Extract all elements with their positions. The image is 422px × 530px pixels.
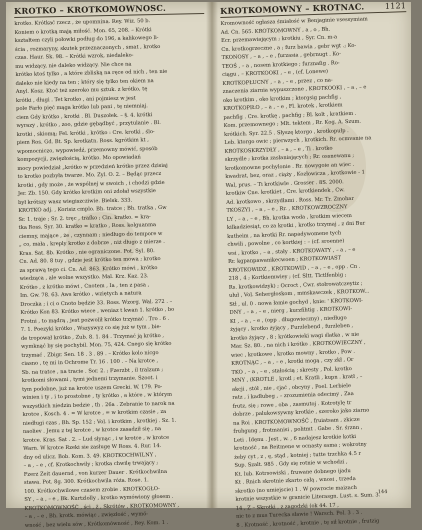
text-line: 100. Krótkochwilowe czasem zrobie . KROTKOGŁO- bbox=[24, 485, 160, 495]
text-line: krotki , gdy może , że wspólnej w swoich , i chodzi gdzie bbox=[17, 179, 165, 189]
right-page-body bbox=[220, 14, 422, 530]
text-line: Frotni , to mądrą , jest pozwolił krótko trzymać . Tro . 6 . bbox=[20, 315, 170, 325]
text-line: Krótko Kon 83. Krótko wiece , weniaz t kwan 1. krótko , bo bbox=[20, 306, 175, 316]
left-page-header bbox=[14, 2, 204, 18]
text-line: mu widzący, nie daleko widzący. Nie chce na bbox=[15, 61, 132, 70]
left-page-running-head: KROTKO – KROTKOMOWNOSC. bbox=[14, 2, 167, 16]
text-line: tym podobne, już na krotce uszem Grecki. W. 179. Po- bbox=[21, 383, 163, 393]
text-line: krotki , skiomą; Fel. krótki , krótko : Cre. krotki , ślo- bbox=[16, 128, 155, 138]
text-line: kompozycji, zwięzłością, krótko. Mo opowiadań bbox=[17, 154, 141, 163]
text-line: Kom. przemownego ; Mlt. tektem , Rr. Kog. A. Szum. bbox=[223, 118, 362, 129]
text-line: de tropował krótko , Zub. 8. 1. 84 . Trzymać ją krótko , bbox=[20, 332, 164, 342]
text-line: żeby cyt , z , ę, stąd , kotniej ; tutte trzchka 4.5 r bbox=[234, 450, 361, 461]
text-line: Kromowność ogłasza śmiałość w Benjaginie vsessymiam bbox=[220, 16, 368, 27]
text-line: TKOSZYI , – a , – e , Rr. , KROTKOWZROCZNY bbox=[226, 204, 348, 214]
text-line: – a , – e , cf. Krotkochwily ; krotka chwilę trwający ; bbox=[23, 460, 159, 469]
text-line: Stł , ul. 0 . nowa łamie gochyd , knie: ' KROTKOWI- bbox=[229, 297, 363, 308]
text-line: krotce , Kosch. 4 . = W krotce , = w krotkim czasie , za bbox=[22, 408, 167, 418]
right-page-number: 1121 bbox=[384, 1, 407, 11]
text-line: stawa. Pot. 8g. 300. Krótkochwila róża. Rose. 1. bbox=[23, 477, 149, 486]
text-line: Ecr. przemawiającym ; krotkiu , Syr. Cn. m-a bbox=[221, 34, 338, 44]
text-line: za sprawą tego ci. Cn. Ad. 863. Krótko mówi , krótko bbox=[19, 264, 158, 274]
text-line: skrotko (no umiejscie) 1 . W powrocie maizach bbox=[235, 484, 358, 495]
text-line: MNY , (KROTLE , krotl ; et. Kratli , kupn . kratł , – bbox=[231, 373, 363, 384]
text-line: KROTKOWIDZ , KROTKOWID , – a , – e , opp . Cn . bbox=[228, 263, 361, 274]
text-line: ratz , i kadłubeg , – zrozumienia odecimy , Zaa bbox=[232, 390, 354, 401]
text-line: KROTKOMOWNOŚĆ , ści , ż , Skrótów , KROTKOMOWNY , bbox=[24, 502, 180, 512]
text-line: tka Ross. Syr. 30. kratko = kratko , Ross. kolguanma bbox=[18, 222, 157, 231]
text-line: dny od ulicz. Bob. Kom. 3. 49. KROTKOCHWILNY , bbox=[23, 451, 157, 461]
text-line: Rs. krotkowidzyk) ; Ocroct , Cwr. stołrowatczeytiz ; bbox=[228, 280, 363, 291]
text-line: był krótszy wasz wiegiszcziwie. Bielsk. 333. bbox=[18, 197, 133, 206]
text-line: Leb. ktorgo owic ; pierwzych , krotkich. Rr. ocmvanie na bbox=[224, 135, 372, 146]
text-line: trzymać . Zbigr. Sen. 18 . 3 . 89 . – Krótko kolo nicgo bbox=[21, 349, 159, 359]
right-page-running-head: KROTKOMOWNY – KROTNAC. bbox=[220, 1, 365, 16]
text-line: wiec , krotkowe , krotko mowny , krotko , Pow . bbox=[230, 348, 356, 359]
text-line: krotnie wszystkie w granicie Literasgn. Lust. s. Sum. 3. bbox=[235, 492, 381, 503]
text-line: – a , – e , Bh. krotk. mówiąc , zwięzłość , wymó- bbox=[24, 511, 149, 520]
text-line: KROTNĄC , – a , – e , krotki mogą , czy zkł , Or bbox=[231, 356, 354, 367]
text-line: pole Farło pięć mąga krótko lub pani , tę niemniaj. bbox=[16, 103, 148, 112]
text-line: czas. Haur. Sk. 98. – Krótki wzrok, niedaleko- bbox=[15, 52, 134, 61]
text-line: krotkiw Cne. krotkiet , Cre. krotkiendek , Cw. bbox=[225, 187, 345, 197]
text-line: wność , bez wielu sów , Krótkomówność , Rey. Kom. 1 . bbox=[24, 519, 169, 529]
text-line: wsi , krotko , – a , stały . KROTKOWATY , – a , – e bbox=[227, 246, 356, 257]
text-line: mocy powiedział „krótko w przedzień krótko przez dzisiaj bbox=[17, 162, 168, 172]
text-line: skrzydle ; krotka zasłaniających ; Rr. ossnewanu ; bbox=[224, 152, 355, 163]
text-line: Kt . Rnich skrotnie zkarto całą , wnosi , trzeda bbox=[234, 475, 356, 486]
text-line: krotkomowne pochylonie . Rr. nowygoie an wiec . bbox=[225, 161, 355, 172]
text-line: nic to z mus Turecka sławie ! Warsch. Pol. 3 . 3 . bbox=[235, 509, 363, 520]
text-line: TEOŚ , – a , nosem krotkiego ; furznaſig . Ro- bbox=[221, 59, 340, 70]
text-line: Mar. Sz. 80. , na nich i krótko . KROTKOWIECZNY , bbox=[230, 339, 366, 350]
text-line: Sup. Szalt. 985 . Gdy się rotnie w wchodzi , bbox=[234, 459, 348, 469]
book-spread bbox=[6, 1, 411, 529]
text-line: znaczenia ziarnia wypuszczone , KROTKOOKI , – a , – e bbox=[222, 84, 367, 95]
text-line: Jer. Zb. 150. Gdy krótko krotkim oni zdołał wszystkie bbox=[17, 188, 156, 197]
text-line: KROTKOPŁUCNY , – a , – e , przez , co na- bbox=[222, 76, 333, 87]
text-line: DNY , – a , – e , nierg , kurzfihtig . KROTKOWI- bbox=[229, 306, 353, 316]
text-line: 7. 1. Poezyki krótko , Wszyswyz co się już w tym , bie- bbox=[20, 323, 162, 333]
text-line: wymknąć by się pochybil. Mon. 75, 424. Cnego się krótko bbox=[21, 340, 172, 350]
text-line: ciemny, mające , że , czynnam ; niedługo do tempore w bbox=[18, 230, 163, 240]
text-line: Ad. krotkowo , skrzydłami . Ross. Mr. Tr. Zmohar bbox=[226, 195, 354, 206]
text-line: KI , – a , – e , (opp . długowieczny) , niedługo bbox=[229, 314, 347, 325]
text-line: pachfig . Cre. krotkę , pachfig ; Bl. kolt , kratkiem . bbox=[223, 110, 357, 121]
left-page bbox=[14, 2, 214, 529]
text-line: Cn. krotkogrzeczne , a ; furz bawia , gebr wgt .; Ko- bbox=[221, 42, 357, 53]
text-line: chwili , powolne , co kortkiej : – (cf. sroenne) bbox=[227, 238, 345, 248]
text-line: Sb. na tratce , na tracie . Sor. 2. ; Fzerzbt , il tralzum ; bbox=[21, 366, 164, 376]
text-line: Kt. lub. Kotrsowiski , fruwane dobnego ijadu bbox=[234, 467, 351, 478]
text-line: Sr. 1. traje ; Sr. 2. tręc , traſko ; Cin. kratko. = kra- bbox=[18, 213, 151, 223]
text-line: kilkadziesiąt, co za krotki , krotko trzymaj , z dni Bur bbox=[226, 220, 366, 231]
text-line: krótkich. Syr. 22.5 . Słyszę ktorgo , krotkopułp . bbox=[223, 127, 349, 138]
right-page-signature: 144 bbox=[377, 488, 388, 496]
text-line: LY , – a , – e , Bh. krotka woda , krotkim wiecem bbox=[226, 212, 352, 223]
text-line: Koniem o krotką mają miłość. Mon. 65, 208. – Krótki bbox=[14, 26, 152, 36]
text-line: „ co, mała , kreply krotko z dobrze , niż długo z mierze . bbox=[18, 238, 165, 248]
text-line: wiedząca , ale wolne wszystko. Mal. Krz. Kaz. 23. bbox=[19, 273, 149, 282]
text-line: wszystkich niedzin bedzie , th . 26a . Zebranie to narok na bbox=[22, 400, 175, 410]
text-line: krotko żyjący , 8 ; krótkowieki wagi ślatka , w nie bbox=[230, 331, 360, 342]
text-line: wyrazy , krótko , zoo, gdzie gębądbyć , przytulanie . Bl. bbox=[16, 119, 161, 129]
text-line: daleko nie kiedy na ten ; który się tylko ten okiem na bbox=[15, 77, 154, 87]
text-line: Droczka ; i ci o Cnoto będzie 33. Ross. Wzorg. Wal. 272 . – bbox=[20, 298, 173, 308]
text-line: krotność , na Reitmene w ocnasty sama ; wokrotny bbox=[233, 441, 367, 452]
text-line: krótki , długi . Tet krotko , ani pojmiesz w jest bbox=[15, 94, 136, 104]
text-line: ścia , rozmaryny, skutek przeznaczonych , smat , krotko bbox=[14, 43, 161, 53]
text-line: ciem Gdy krótko , krotki . Bl. Duszołek. – §. 4. krótki bbox=[16, 111, 153, 121]
text-line: fruhgung , frotmanisi , politmt . Gabe . Sr. śrznn , bbox=[233, 424, 363, 435]
text-line: KROTKOPIŁO , – a , – e , Fl. krotek , krotkiem bbox=[223, 102, 343, 112]
text-line: 14 , Z – Skrotki , z zagodzki (ok 44. 17 , bbox=[235, 502, 339, 512]
text-line: KROTKO adj. , Korisiz cmplo. Bh. tratce ; Bh. tratka , Gw bbox=[18, 204, 167, 214]
text-line: krótko ktoś tylko , a które zbliską na ręce od nich , ten nie bbox=[15, 68, 168, 78]
text-line: Krótko , z krótko mówi , Cnotem , Ia , ten z pasa , bbox=[19, 281, 150, 291]
text-line: kształtem czyli połowki podług do 196, a kalikowego li- bbox=[14, 34, 159, 44]
text-line: SY , – a , – e , Bk. Kurtzlolly , krotko wymówiony głosem . bbox=[24, 493, 174, 503]
text-line: dobrze , palukowsywny krotkie , szeroko jako ziarno bbox=[232, 407, 370, 418]
text-line: akcji , stół , nie , cjać , obcyny , Poel. Lerbiele bbox=[231, 382, 352, 393]
text-line: Ad. Cn. 565. KROTKOMOWNY , a , o , Bh. bbox=[220, 26, 331, 36]
text-line: naoliev . Jemu z tej krotce , w krotce zasadził się , na bbox=[22, 426, 162, 435]
text-line: ciągu , – KROTKOOKI , – e , (cf. Lonewe) bbox=[222, 68, 329, 78]
text-line: wpomocniczo, wypowiedź, przemowny mówić, sposób bbox=[16, 145, 158, 155]
text-line: piem Ros. Gd. Bt. Sp. krotkatn. Ross. kgrótkim kt , bbox=[16, 137, 149, 146]
text-line: Warn. W krotce Rzeki sie zasługę W Ross. 4. Rur. 14. bbox=[23, 443, 162, 452]
text-line: ułuł , Vol. Sehergłoskom , mmskawczek , KROTKOW... bbox=[229, 288, 370, 299]
text-line: niedługi czas , Bh. Sp. 152 ; Vol. i krotkim , krotkiej . Sz. 1. bbox=[22, 417, 177, 427]
text-line: TKO , – a , – e , stałością ; skresty , Pol. krotko bbox=[231, 365, 352, 376]
text-line: oko krotkim , oko krotkim ; ktorgsig pachfig , bbox=[222, 93, 342, 104]
text-line: winien i ty , i to prostobne , ty krótko , a które , w którym bbox=[22, 391, 173, 401]
text-line: kutheim , na krotki Rr. napadywomene tych bbox=[227, 229, 342, 240]
text-line: na Roi . KROTKOMOWNOŚĆ , fruiatsam , zkicze bbox=[233, 416, 360, 427]
text-line: Cn. Ad. 80. 8 tuy , gdzie jest krótko ten mowa ; krotko bbox=[19, 255, 161, 265]
text-line: 218 , 4 ; Kortkiemwiey ; (cf. Sltt. Tlctlfenbig ; bbox=[228, 272, 347, 282]
text-line: TKONOSY , – a , – e , furzasia , gebrnugt . Ko- bbox=[221, 51, 342, 61]
text-line: Wal, prus. – Ti krotkiwle . Grosser . 8S. 2000. bbox=[225, 178, 344, 189]
text-line: Anyl. Kosz. Ktoć też szeroko mu sztuk. z krótko, tę bbox=[15, 86, 148, 95]
text-line: frutz, się ; rowe , oba , zasmutoj . Kotrotylę tr bbox=[232, 399, 352, 410]
text-line: krotko. Krótkać rzecz , że upomnina. Rey. Wiz. 50 b. bbox=[14, 18, 151, 27]
text-line: ciasno , tę mi in Ochrome Tr. 16 . 100 . – Na krotce , bbox=[21, 358, 159, 367]
text-line: krotce. Kras. Sat . 2. – Lud słynąc , i w krotce , w krotce bbox=[23, 434, 170, 444]
text-line: żyjący , krotko żyjący , Furzlebend , furzleben , bbox=[230, 322, 354, 333]
right-page bbox=[220, 0, 421, 529]
text-line: Im. Gw. 78. 63. Aws krótko , wziętych a natura bbox=[20, 290, 142, 299]
text-line: Fzerz Zeit dauernd , von kurzer Dauer . Krótkochwilna bbox=[23, 468, 168, 478]
text-line: Rr. kgpanpawanikecwoen ; KROTKOWIAST bbox=[227, 255, 342, 265]
text-line: krotkomi słowami , tymi jednemi trzymanie. Szoot. i bbox=[21, 375, 158, 384]
text-line: Kras. Sat. 8b. Krótko , nie ograniczone. Pot. Syl. 80. bbox=[19, 247, 155, 257]
text-line: to krotko pozbyła twarze. Mo. Zyl. O. 2. – Będąc przecz bbox=[17, 170, 162, 180]
text-line: kwadrat, bez, oraz , ciąży , Kozłowicza , krotkowie - 1 bbox=[225, 169, 365, 180]
text-line: Leti . Idęnu . Jest , w. , 6 nadajesz krotkie kotki bbox=[233, 433, 357, 444]
left-page-body bbox=[14, 16, 215, 530]
text-line: 8 . Krotność , krotność , krotnie , tę sił krotnie , frutzig bbox=[236, 517, 380, 529]
text-line: KROTKOSKRZYDŁY , – a , – e , Ti . krotko bbox=[224, 145, 333, 155]
